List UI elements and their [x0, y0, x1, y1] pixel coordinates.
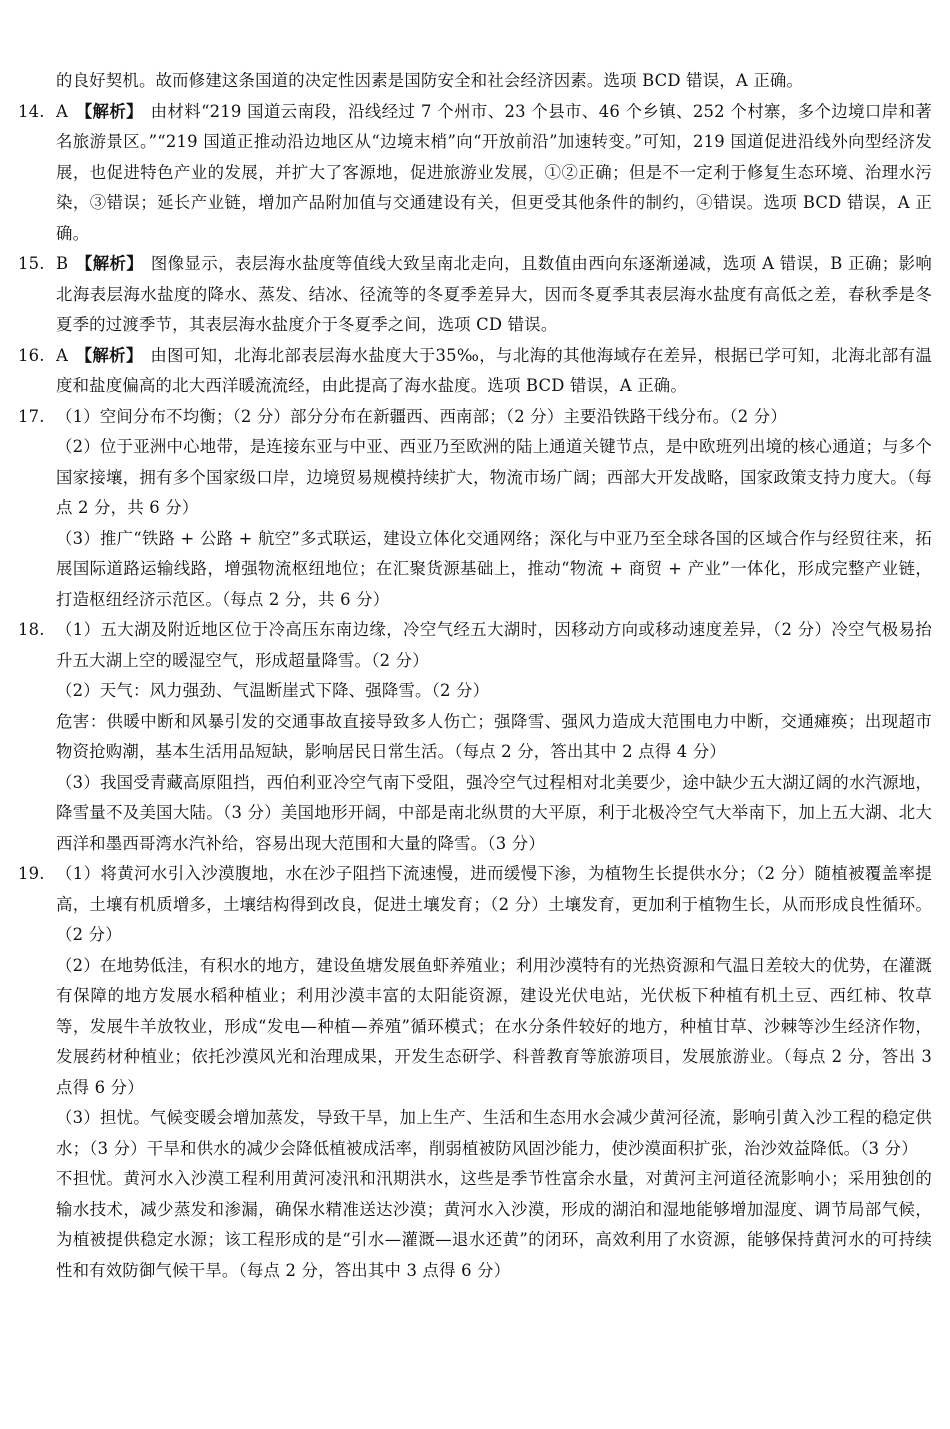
answer-key-page — [18, 66, 932, 1286]
answer-choice: A — [56, 345, 69, 365]
question-number: 19. — [18, 864, 45, 883]
answer-paragraph: （2）在地势低洼，有积水的地方，建设鱼塘发展鱼虾养殖业；利用沙漠特有的光热资源和气温日差较大的优势，在灌溉有保障的地方发展水稻种植业；利用沙漠丰富的太阳能资源，建设光伏电站，光伏板下种植有机土豆、西红柿、牧草等，发展牛羊放牧业，形成“发电—种植—养殖”循环模式；在水分条件较好的地方，种植甘草、沙棘等沙生经济作物，发展药材种植业；依托沙漠风光和治理成果，开发生态研学、科普教育等旅游项目，发展旅游业。（每点 2 分，答出 3 点得 6 分） — [56, 955, 932, 1097]
answer-item-15 — [18, 249, 932, 341]
analysis-text: 图像显示，表层海水盐度等值线大致呈南北走向，且数值由西向东逐渐递减，选项 A 错误，B 正确；影响北海表层海水盐度的降水、蒸发、结冰、径流等的冬夏季差异大，因而冬夏季其表层海水盐度有高低之差，春秋季是冬夏季的过渡季节，其表层海水盐度介于冬夏季之间，选项 CD 错误。 — [56, 254, 932, 334]
analysis-tag: 【解析】 — [75, 345, 143, 365]
question-number: 15. — [18, 254, 45, 273]
answer-paragraph: （3）我国受青藏高原阻挡，西伯利亚冷空气南下受阻，强冷空气过程相对北美要少，途中缺少五大湖辽阔的水汽源地，降雪量不及美国大陆。（3 分）美国地形开阔，中部是南北纵贯的大平原，利于北极冷空气大举南下，加上五大湖、北大西洋和墨西哥湾水汽补给，容易出现大范围和大量的降雪。（3 分） — [56, 772, 932, 853]
answer-paragraph: （3）推广“铁路 + 公路 + 航空”多式联运，建设立体化交通网络；深化与中亚乃至全球各国的区域合作与经贸往来，拓展国际道路运输线路，增强物流枢纽地位；在汇聚货源基础上，推动“物流 + 商贸 + 产业”一体化，形成完整产业链，打造枢纽经济示范区。（每点 2 分，共 6 分） — [56, 528, 932, 609]
answer-paragraph: （3）担忧。气候变暖会增加蒸发，导致干旱，加上生产、生活和生态用水会减少黄河径流，影响引黄入沙工程的稳定供水；（3 分）干旱和供水的减少会降低植被成活率，削弱植被防风固沙能力，使沙漠面积扩张，治沙效益降低。（3 分） — [56, 1108, 932, 1158]
answer-item-17 — [18, 402, 932, 616]
answer-choice: A — [56, 101, 69, 121]
analysis-text: 由材料“219 国道云南段，沿线经过 7 个州市、23 个县市、46 个乡镇、252 个村寨，多个边境口岸和著名旅游景区。”“219 国道正推动沿边地区从“边境末梢”向“开放前沿”加速转变。”可知，219 国道促进沿线外向型经济发展，也促进特色产业的发展，并扩大了客源地，促进旅游业发展，①②正确；但是不一定利于修复生态环境、治理水污染，③错误；延长产业链，增加产品附加值与交通建设有关，但更受其他条件的制约，④错误。选项 BCD 错误，A 正确。 — [56, 101, 932, 243]
answer-paragraph: （2）位于亚洲中心地带，是连接东亚与中亚、西亚乃至欧洲的陆上通道关键节点，是中欧班列出境的核心通道；与多个国家接壤，拥有多个国家级口岸，边境贸易规模持续扩大，物流市场广阔；西部大开发战略，国家政策支持力度大。（每点 2 分，共 6 分） — [56, 437, 932, 517]
analysis-text: 由图可知，北海北部表层海水盐度大于35‰，与北海的其他海域存在差异，根据已学可知，北海北部有温度和盐度偏高的北大西洋暖流流经，由此提高了海水盐度。选项 BCD 错误，A 正确。 — [56, 345, 932, 395]
answer-choice: B — [56, 254, 69, 273]
question-number: 17. — [18, 406, 45, 426]
question-number: 18. — [18, 620, 45, 639]
answer-paragraph: 危害：供暖中断和风暴引发的交通事故直接导致多人伤亡；强降雪、强风力造成大范围电力中断，交通瘫痪；出现超市物资抢购潮，基本生活用品短缺，影响居民日常生活。（每点 2 分，答出其中 2 点得 4 分） — [56, 711, 932, 761]
answer-item-19 — [18, 859, 932, 1286]
question-number: 16. — [18, 345, 45, 365]
answer-paragraph: （1）将黄河水引入沙漠腹地，水在沙子阻挡下流速慢，进而缓慢下渗，为植物生长提供水分；（2 分）随植被覆盖率提高，土壤有机质增多，土壤结构得到改良，促进土壤发育；（2 分）土壤发育，更加利于植物生长，从而形成良性循环。（2 分） — [56, 864, 932, 944]
answer-item-16 — [18, 341, 932, 402]
analysis-tag: 【解析】 — [75, 254, 144, 273]
answer-paragraph: （1）空间分布不均衡；（2 分）部分分布在新疆西、西南部；（2 分）主要沿铁路干线分布。（2 分） — [56, 406, 787, 426]
answer-paragraph: （1）五大湖及附近地区位于冷高压东南边缘，冷空气经五大湖时，因移动方向或移动速度差异，（2 分）冷空气极易抬升五大湖上空的暖湿空气，形成超量降雪。（2 分） — [56, 620, 932, 670]
continued-paragraph: 的良好契机。故而修建这条国道的决定性因素是国防安全和社会经济因素。选项 BCD 错误，A 正确。 — [56, 71, 804, 90]
analysis-tag: 【解析】 — [75, 101, 143, 121]
answer-item-18 — [18, 615, 932, 859]
question-number: 14. — [18, 101, 45, 121]
answer-item-14 — [18, 97, 932, 250]
answer-paragraph: （2）天气：风力强劲、气温断崖式下降、强降雪。（2 分） — [56, 681, 490, 700]
answer-paragraph: 不担忧。黄河水入沙漠工程利用黄河凌汛和汛期洪水，这些是季节性富余水量，对黄河主河道径流影响小；采用独创的输水技术，减少蒸发和渗漏，确保水精准送达沙漠；黄河水入沙漠，形成的湖泊和湿地能够增加湿度、调节局部气候，为植被提供稳定水源；该工程形成的是“引水—灌溉—退水还黄”的闭环，高效利用了水资源，能够保持黄河水的可持续性和有效防御气候干旱。（每点 2 分，答出其中 3 点得 6 分） — [56, 1169, 932, 1280]
